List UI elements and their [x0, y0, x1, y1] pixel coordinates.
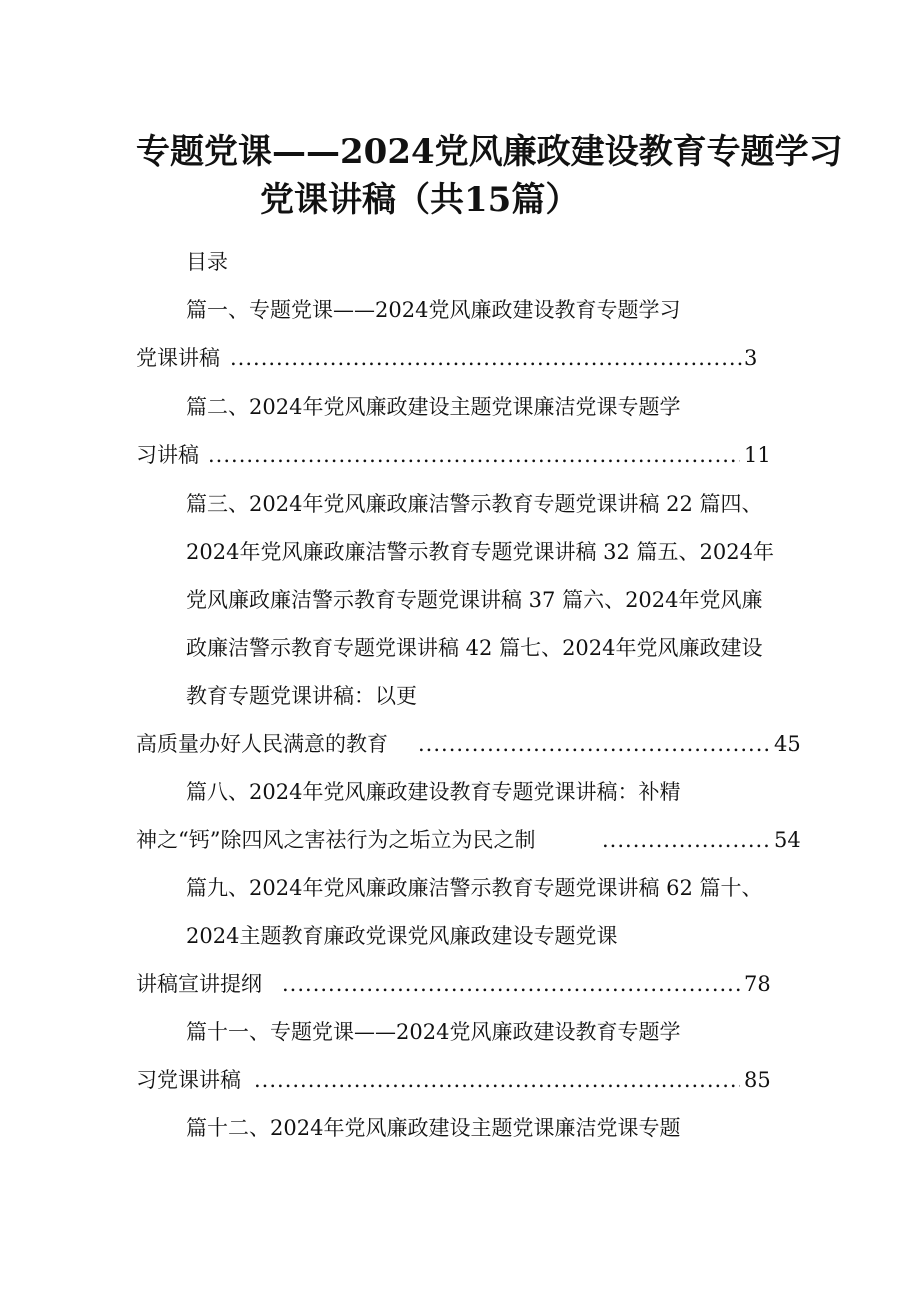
- toc-page-number: 3: [744, 346, 758, 370]
- toc-page-number: 54: [774, 828, 801, 852]
- toc-leader-dots: [418, 728, 770, 760]
- toc-line: 篇三、2024年党风廉政廉洁警示教育专题党课讲稿 22 篇四、: [186, 492, 763, 516]
- toc-line: 篇二、2024年党风廉政建设主题党课廉洁党课专题学: [186, 395, 681, 419]
- toc-line: 习讲稿: [136, 443, 199, 467]
- document-title-line-2: 党课讲稿（共15篇）: [260, 180, 580, 220]
- toc-line: 神之“钙”除四风之害祛行为之垢立为民之制: [136, 828, 536, 852]
- toc-line: 2024年党风廉政廉洁警示教育专题党课讲稿 32 篇五、2024年: [186, 540, 774, 564]
- toc-line: 篇八、2024年党风廉政建设教育专题党课讲稿：补精: [186, 780, 681, 804]
- toc-line: 党风廉政廉洁警示教育专题党课讲稿 37 篇六、2024年党风廉: [186, 588, 763, 612]
- toc-line: 政廉洁警示教育专题党课讲稿 42 篇七、2024年党风廉政建设: [186, 636, 763, 660]
- toc-line: 篇九、2024年党风廉政廉洁警示教育专题党课讲稿 62 篇十、: [186, 876, 763, 900]
- toc-leader-dots: [602, 824, 770, 856]
- toc-line: 篇十二、2024年党风廉政建设主题党课廉洁党课专题: [186, 1116, 681, 1140]
- toc-line: 党课讲稿: [136, 346, 220, 370]
- toc-page-number: 45: [774, 732, 801, 756]
- toc-line: 教育专题党课讲稿：以更: [186, 684, 417, 708]
- toc-page-number: 85: [744, 1068, 771, 1092]
- toc-leader-dots: [208, 439, 740, 471]
- toc-line: 高质量办好人民满意的教育: [136, 732, 388, 756]
- toc-heading: 目录: [186, 250, 228, 274]
- toc-leader-dots: [282, 968, 740, 1000]
- toc-line: 篇一、专题党课——2024党风廉政建设教育专题学习: [186, 298, 681, 322]
- toc-line: 习党课讲稿: [136, 1068, 241, 1092]
- toc-leader-dots: [230, 342, 742, 374]
- toc-page-number: 78: [744, 972, 771, 996]
- toc-line: 篇十一、专题党课——2024党风廉政建设教育专题学: [186, 1020, 681, 1044]
- toc-leader-dots: [254, 1064, 740, 1096]
- toc-line: 讲稿宣讲提纲: [136, 972, 262, 996]
- toc-page-number: 11: [744, 443, 771, 467]
- document-title-line-1: 专题党课——2024党风廉政建设教育专题学习: [136, 132, 843, 172]
- toc-line: 2024主题教育廉政党课党风廉政建设专题党课: [186, 924, 618, 948]
